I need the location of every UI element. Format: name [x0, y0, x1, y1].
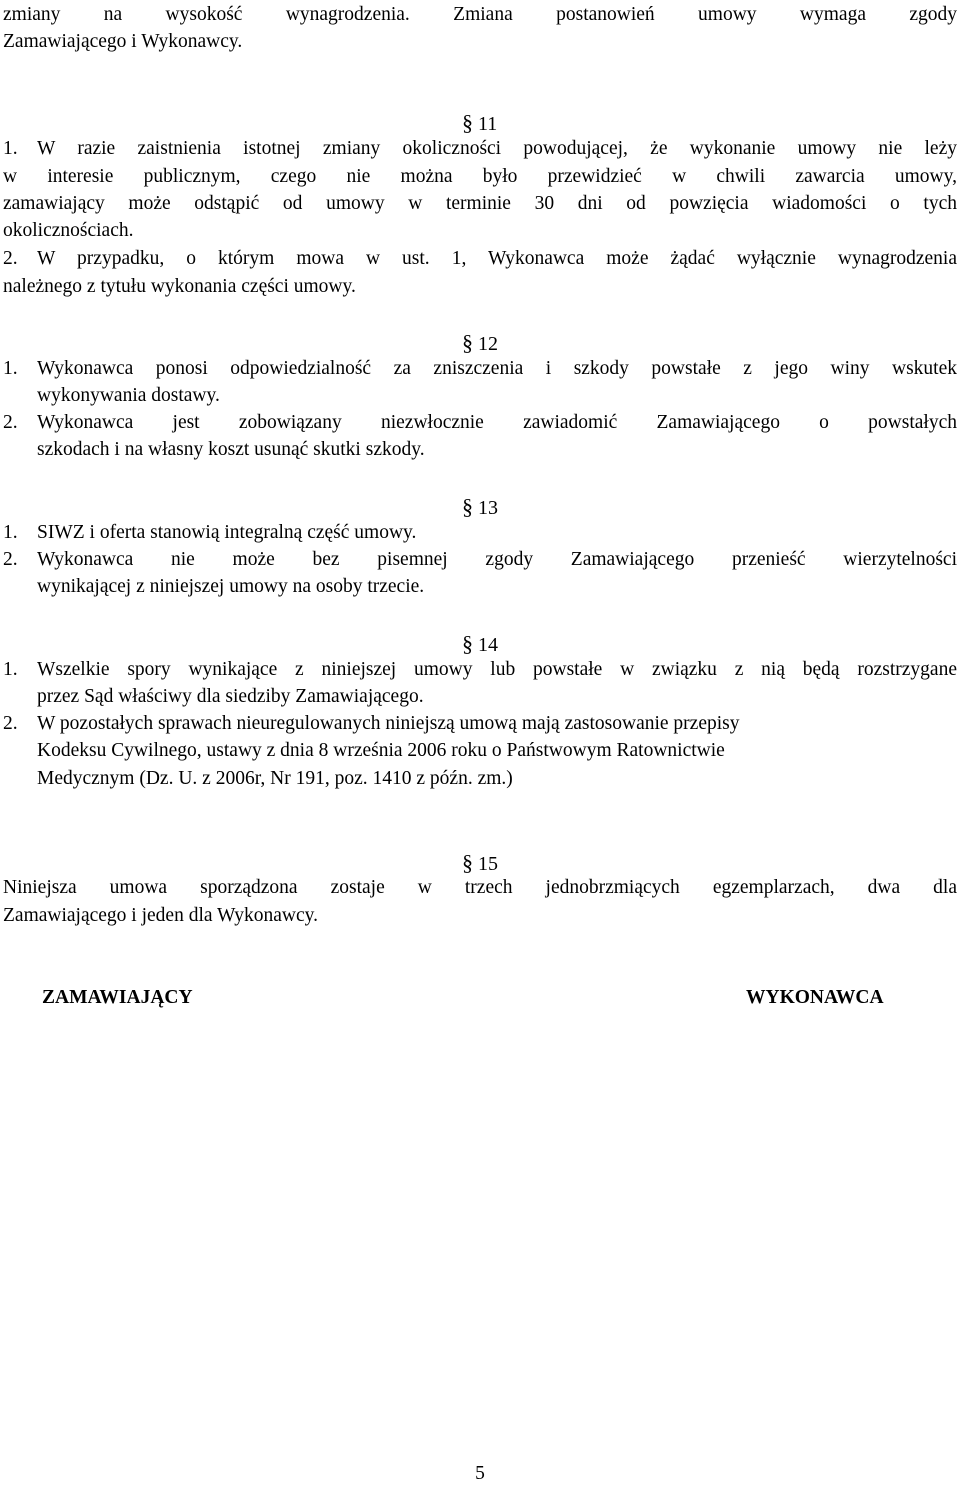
section-heading-13: § 13 [462, 494, 498, 519]
paragraph-line: Kodeksu Cywilnego, ustawy z dnia 8 września 2006 roku o Państwowym Ratownictwie [37, 740, 725, 761]
item-number: 1. [3, 358, 18, 379]
paragraph-line: wynikającej z niniejszej umowy na osoby trzecie. [37, 576, 425, 597]
paragraph-line: Wykonawca jest zobowiązany niezwłocznie zawiadomić Zamawiającego o powstałych [37, 412, 957, 433]
item-number: 1. [3, 522, 18, 543]
paragraph-line: przez Sąd właściwy dla siedziby Zamawiającego. [37, 686, 424, 707]
signature-label-wykonawca: WYKONAWCA [746, 987, 884, 1008]
page-number: 5 [475, 1463, 485, 1484]
paragraph-line: szkodach i na własny koszt usunąć skutki szkody. [37, 439, 425, 460]
paragraph-line: Wykonawca nie może bez pisemnej zgody Zamawiającego przenieść wierzytelności [37, 549, 957, 570]
paragraph-line: Zamawiającego i jeden dla Wykonawcy. [3, 905, 319, 926]
item-number: 2. [3, 549, 18, 570]
item-number: 2. [3, 412, 18, 433]
item-number: 2. [3, 248, 18, 269]
paragraph-line: Medycznym (Dz. U. z 2006r, Nr 191, poz. 1410 z późn. zm.) [37, 768, 513, 789]
section-heading-15: § 15 [462, 850, 498, 875]
paragraph-line: wykonywania dostawy. [37, 385, 220, 406]
section-heading-14: § 14 [462, 631, 498, 656]
paragraph-line: w interesie publicznym, czego nie można było przewidzieć w chwili zawarcia umowy, [3, 166, 957, 187]
paragraph-line: Wykonawca ponosi odpowiedzialność za zniszczenia i szkody powstałe z jego winy wskutek [37, 358, 957, 379]
signature-label-zamawiajacy: ZAMAWIAJĄCY [42, 987, 193, 1008]
paragraph-line: W razie zaistnienia istotnej zmiany okoliczności powodującej, że wykonanie umowy nie leży [37, 138, 957, 159]
section-heading-12: § 12 [462, 330, 498, 355]
section-heading-11: § 11 [462, 110, 498, 135]
paragraph-line: SIWZ i oferta stanowią integralną część umowy. [37, 522, 417, 543]
paragraph-line: zmiany na wysokość wynagrodzenia. Zmiana postanowień umowy wymaga zgody [3, 4, 957, 25]
paragraph-line: W pozostałych sprawach nieuregulowanych niniejszą umową mają zastosowanie przepisy [37, 713, 740, 734]
paragraph-line: Zamawiającego i Wykonawcy. [3, 31, 243, 52]
item-number: 1. [3, 138, 18, 159]
paragraph-line: Niniejsza umowa sporządzona zostaje w trzech jednobrzmiących egzemplarzach, dwa dla [3, 877, 957, 898]
paragraph-line: okolicznościach. [3, 220, 134, 241]
item-number: 1. [3, 659, 18, 680]
paragraph-line: W przypadku, o którym mowa w ust. 1, Wykonawca może żądać wyłącznie wynagrodzenia [37, 248, 957, 269]
paragraph-line: zamawiający może odstąpić od umowy w terminie 30 dni od powzięcia wiadomości o tych [3, 193, 957, 214]
paragraph-line: Wszelkie spory wynikające z niniejszej umowy lub powstałe w związku z nią będą rozstrzygane [37, 659, 957, 680]
item-number: 2. [3, 713, 18, 734]
paragraph-line: należnego z tytułu wykonania części umowy. [3, 276, 356, 297]
